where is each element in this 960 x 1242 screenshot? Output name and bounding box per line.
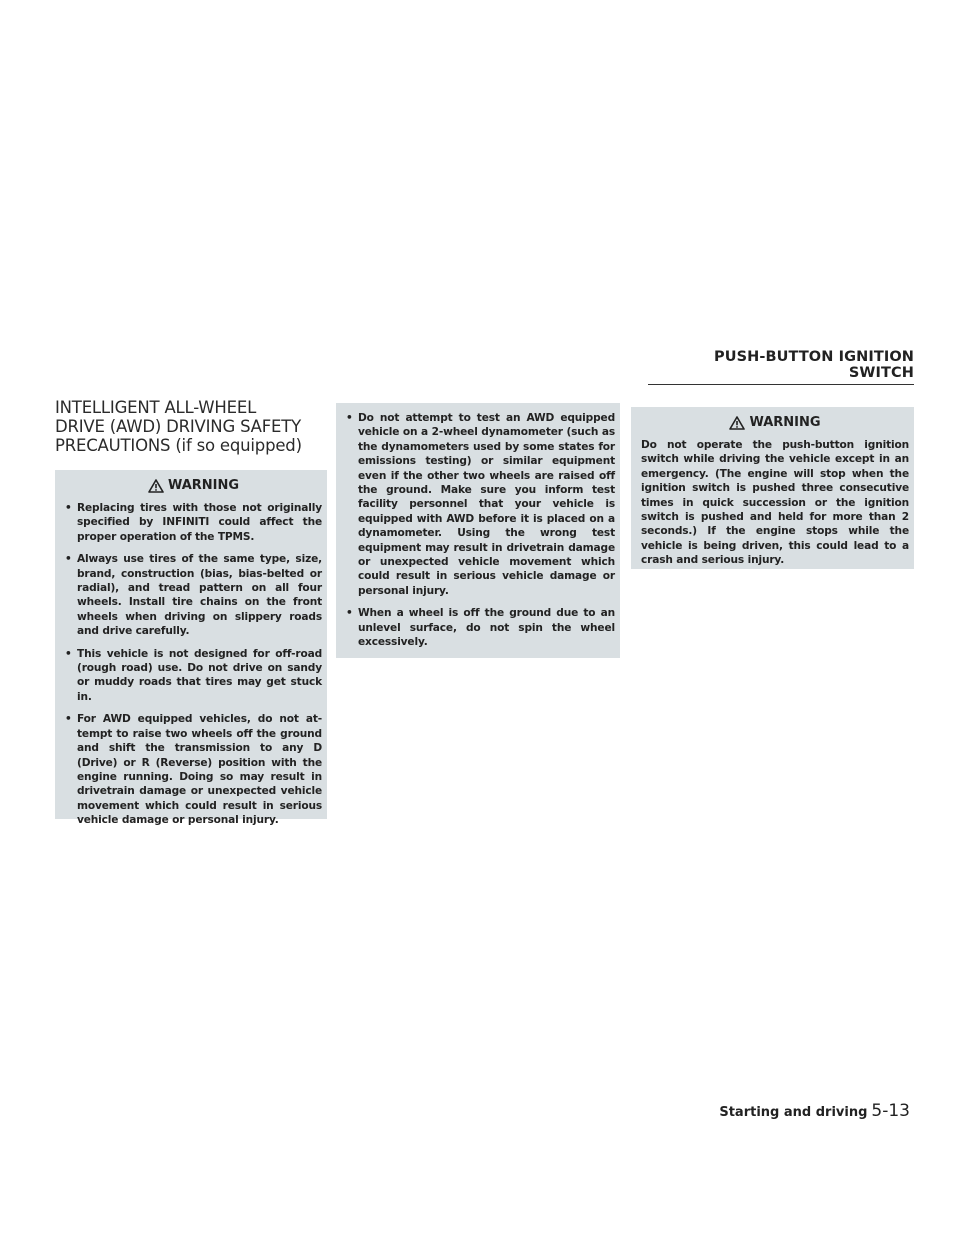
warning-item — [65, 501, 322, 544]
section-title-line: PRECAUTIONS (if so equipped) — [55, 436, 302, 455]
warning-item — [65, 647, 322, 705]
warning-item-text: When a wheel is off the ground due to an unlevel surface, do not spin the wheel excessively. — [358, 607, 615, 649]
warning-item — [346, 606, 615, 649]
warning-heading — [65, 478, 322, 493]
warning-item-text: Do not attempt to test an AWD equipped vehicle on a 2-wheel dynamometer (such as the dynamometers used by some states for emissions testing) or similar equipment even if the other two wheels are raised off the ground. Make sure you inform test facility personnel that your vehicle is equipped with AWD before it is placed on a dynamometer. Using the wrong test equipment may result in drivetrain damage or unexpected vehicle movement which could result in serious vehicle damage or personal injury. — [358, 412, 615, 597]
warning-heading — [641, 415, 909, 430]
page-footer — [719, 1101, 910, 1121]
warning-triangle-icon — [729, 416, 745, 430]
warning-item-text: Replacing tires with those not originally specified by INFINITI could affect the proper operation of the TPMS. — [77, 502, 322, 543]
warning-item — [65, 552, 322, 638]
section-title — [55, 398, 327, 455]
warning-label: WARNING — [749, 415, 821, 430]
warning-triangle-icon — [148, 479, 164, 493]
bullet: • — [65, 502, 72, 514]
bullet: • — [65, 553, 72, 566]
warning-item-text: Always use tires of the same type, size, brand, construction (bias, bias-belted or radial), and tread pattern on all four wheels. Install tire chains on the front wheels when driving on slippery roads and drive carefully. — [77, 553, 322, 638]
warning-list — [346, 411, 615, 650]
section-header: PUSH-BUTTON IGNITION SWITCH — [648, 349, 914, 385]
warning-label: WARNING — [167, 478, 240, 493]
bullet: • — [346, 607, 353, 620]
bullet: • — [346, 412, 353, 424]
page-number: 5-13 — [871, 1101, 910, 1121]
ignition-warning-box — [631, 407, 914, 569]
awd-warning-continued-box — [336, 403, 620, 658]
awd-warning-box — [55, 470, 327, 827]
footer-section-name: Starting and driving — [719, 1105, 868, 1120]
warning-item-text: This vehicle is not designed for off-road (rough road) use. Do not drive on sandy or muddy roads that tires may get stuck in. — [77, 647, 322, 703]
warning-item-text: For AWD equipped vehicles, do not at-tempt to raise two wheels off the ground and shift the transmission to any D (Drive) or R (Reverse) position with the engine running. Doing so may result in drivetrain damage or unexpected vehicle movement which could result in serious vehicle damage or personal injury. — [77, 713, 322, 827]
section-title-line: DRIVE (AWD) DRIVING SAFETY — [55, 417, 302, 436]
bullet: • — [65, 647, 72, 660]
section-title-line: INTELLIGENT ALL-WHEEL — [55, 398, 257, 417]
bullet: • — [65, 713, 72, 726]
warning-list — [65, 501, 322, 828]
warning-item — [65, 712, 322, 827]
warning-item — [346, 411, 615, 598]
warning-text: Do not operate the push-button ignition switch while driving the vehicle except in an emergency. (The engine will stop when the ignition switch is pushed three consecutive times in quick succession or the ignition switch is pushed and held for more than 2 seconds.) If the engine stops while the vehicle is being driven, this could lead to a crash and serious injury. — [641, 439, 909, 567]
